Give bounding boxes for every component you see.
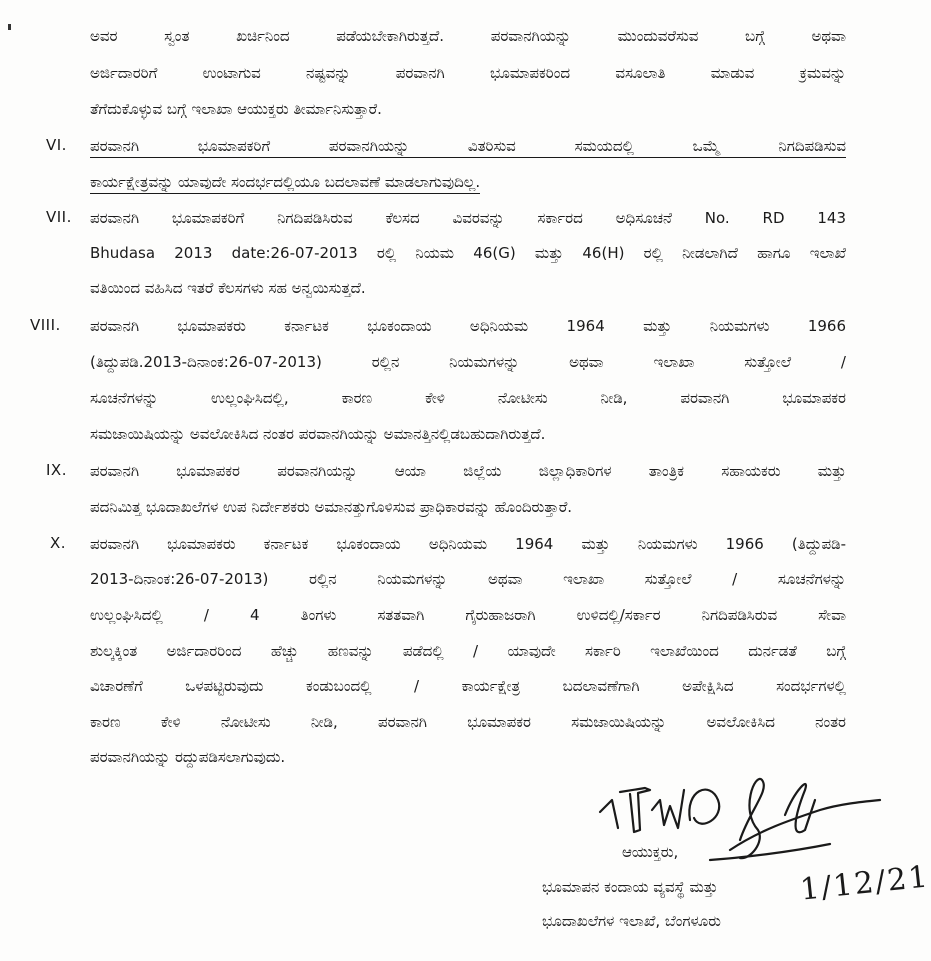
clause-number: VI. — [46, 136, 67, 154]
handwritten-date: 1/12/21 — [798, 859, 931, 908]
clause-number: X. — [50, 534, 67, 552]
clause-number: VIII. — [30, 316, 61, 334]
signatory-department-location: ಭೂದಾಖಲೆಗಳ ಇಲಾಖೆ, ಬೆಂಗಳೂರು — [542, 912, 721, 930]
signatory-title: ಆಯುಕ್ತರು, — [622, 843, 679, 861]
signature-scribble — [590, 770, 890, 880]
signatory-department: ಭೂಮಾಪನ ಕಂದಾಯ ವ್ಯವಸ್ಥೆ ಮತ್ತು — [542, 878, 718, 896]
clause-number: IX. — [46, 461, 67, 479]
scan-mark — [8, 24, 11, 30]
clause-number: VII. — [46, 208, 72, 226]
